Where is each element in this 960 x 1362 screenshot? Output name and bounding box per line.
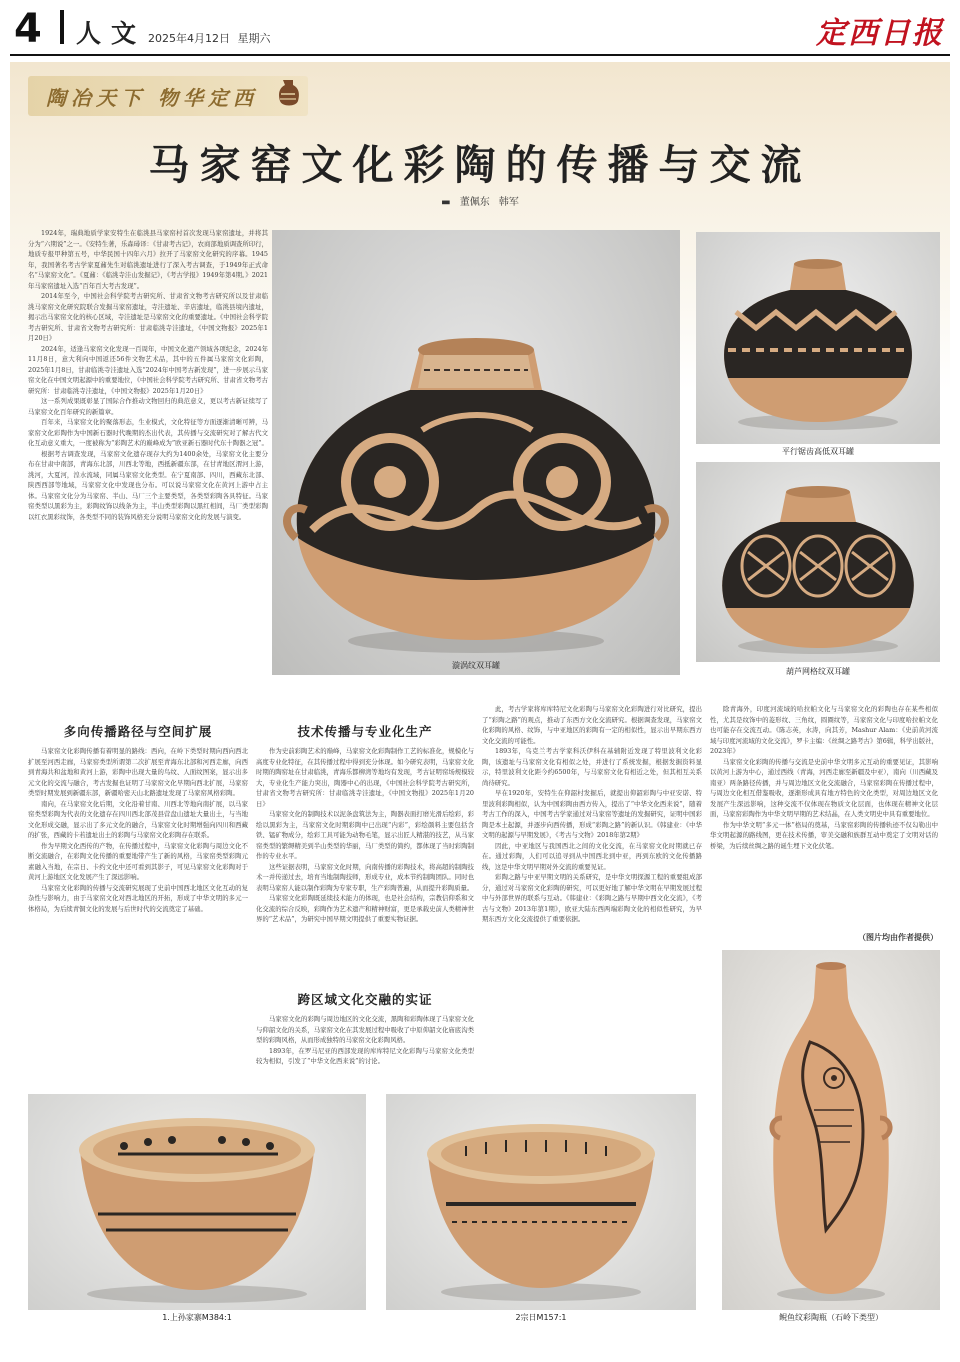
caption-flat-jar: 平行锯齿高低双耳罐 [782,447,854,456]
paragraph: 南向，在马家窑文化后期，文化沿着甘南、川西北等地向南扩展，以马家窑类型彩陶为代表的文化遗存在四川西北部茂县营盘山遗址大量出土，与当地文化形成交融，显示出了多元文化的融合，马家窑文化时期增强向四川和西藏的扩张，西藏的卡若遗址出土的彩陶与马家窑文化彩陶存在联系。 [28,799,248,839]
photo-fish-bottle [722,950,940,1322]
paragraph: 马家窑文化彩陶的传播与交流研究展现了史前中国西北地区文化互动的复杂性与影响力，由于马家窑文化对西北地区的开拓，形成了中华文明的多元一体格局，为后续青铜文化的发展与后世时代的交流奠定了基础。 [28,883,248,913]
intro-text [28,228,268,660]
photo-credit: （图片均由作者提供） [858,932,938,942]
page-number: 4 [14,6,42,52]
page-header [0,0,960,56]
paragraph: 因此，中亚地区与我国西北之间的文化交流，在马家窑文化时期就已存在。通过彩陶，人们可以追寻到从中国西北到中亚，再到东欧的文化传播路线，这是中华文明早期对外交流的重要见证。 [482,841,702,871]
paragraph: 这些证据表明，马家窑文化时期，向南传播的彩陶技术，将高超的制陶技术一并传递过去，培育当地制陶技师，形成专业，成本节约制陶团队。同时也表明马家窑人能以制作彩陶为专家专职，生产彩陶普遍，从而提升彩陶质量。 [256,862,474,892]
column-three-text [482,704,702,1078]
section-text-exchange [256,1014,474,1078]
vortex-jar-illustration [272,230,680,675]
paragraph: 早在1920年，安特生在仰韶村发掘后，就提出仰韶彩陶与中亚安诺、特里波利彩陶相似，认为中国彩陶由西方传入，提出了“中华文化西来说”，随着考古工作的深入，中国考古学家通过对马家窑等遗址的发掘研究，证明中国彩陶是本土起源，并逐步向西传播，形成“彩陶之路”的新认识。《韩建业：《中华文明的起源与早期发展》，《考古与文物》2018年第2期》 [482,789,702,839]
paragraph: 这一系列成果既彰显了国际合作推动文物回归的典范意义，更以考古新证续写了马家窑文化百年研究的新篇章。 [28,397,268,416]
paragraph: 作为史前彩陶艺术的巅峰，马家窑文化彩陶制作工艺的标准化，规模化与高度专业化特征，在其传播过程中得到充分体现。如今研究表明，马家窑文化时期的陶窑址在甘肃临洮，青海乐都柳湾等地均有发现，考古证明窑场规模较大，专业化生产能力突出，陶器中心的出现，《中国社会科学院考古研究所，甘肃省文物考古研究所：甘肃临洮寺洼遗址，《中国文物报》2025年1月20日》 [256,747,474,808]
column-title: 陶冶天下 物华定西 [46,86,258,110]
paragraph: 1924年，瑞典地质学家安特生在临洮县马家窑村首次发现马家窑遗址，并将其分为“六期说”之一。《安特生著，乐森璕译：《甘肃考古记》，农商部地质调查所印行，地质专报甲种第五号，中华民国十四年六月》拉开了马家窑文化研究的序幕。1945年，我国著名考古学家夏鼐先生对临洮遗址进行了深入考古调查，于1949年正式命名“马家窑文化”。《夏鼐：《临洮寺洼山发掘记》，《考古学报》1949年第4期。》2021年马家窑遗址入选“百年百大考古发现”。 [28,229,268,290]
pot-emblem-icon [276,76,300,112]
paragraph: 马家窑文化彩陶既延续技术能力的体现，也是社会结构，宗教信仰系和文化交流的综合反映，彩陶作为艺术遗产和精神财富，更是承载史前人类精神世界的“艺术品”，为研究中国早期文明提供了重要实物证据。 [256,894,474,923]
dance-basin-illustration [28,1094,366,1310]
caption-dance-basin: 1.上孙家寨M384:1 [162,1313,232,1322]
issue-date: 2025年4月12日 星期六 [148,32,271,45]
zongri-basin-illustration [386,1094,696,1310]
paragraph: 2024年，适逢马家窑文化发现一百周年，中国文化遗产领域各项纪念，2024年11月8日，意大利向中国返还56件文物艺术品，其中的五件属马家窑文化彩陶，2025年1月8日，甘肃临洮寺洼遗址入选“2024年中国考古新发现”，进一步展示马家窑文化在中国文明起源中的重要地位，《中国社会科学院考古研究所、甘肃省文物考古研究所：甘肃临洮寺洼遗址，《中国文物报》2025年1月20日》 [28,344,268,395]
photo-vortex-jar [272,230,680,675]
paragraph: 马家窑文化的制陶技术以泥条盘筑法为主，陶器表面打磨光滑后绘彩，彩绘以黑彩为主，马家窑文化时期彩陶中已出现“内彩”，彩绘颜料主要包括含铁、锰矿物成分，绘彩工具可能为动物毛笔，显示出匠人精湛的技艺，从马家窑类型的繁缛精美到半山类型的华丽，马厂类型的简约，都体现了当时彩陶制作的专业水平。 [256,810,474,860]
byline: ▬ 董佩东 韩军 [441,197,519,208]
photo-gourd-jar [696,462,940,676]
paragraph: 马家窑文化的彩陶与周边地区的文化交流，黑陶和彩陶体现了马家窑文化与仰韶文化的关系，马家窑文化在其发展过程中吸收了中原仰韶文化庙底沟类型的彩陶风格，从而形成独特的马家窑文化彩陶风格。 [256,1015,474,1044]
section-name: 人文 [76,19,147,48]
flat-jar-illustration [696,232,940,444]
paragraph: 根据考古调查发现，马家窑文化遗存现存大约为1400余处，马家窑文化主要分布在甘肃中南部，青海东北部，川西北等地，西抵新疆东部，在甘青地区渭河上游，洮河，大夏河，湟水流域，同属马家窑文化类型。在宁夏南部、四川，西藏东北部、陕西西部等地域，马家窑文化中发现也分布。可以说马家窑文化在黄河上游中占主体。马家窑文化分为马家窑、半山、马厂三个主要类型，各类型彩陶各具特征。马家窑类型以黑彩为主，彩陶纹饰以线条为主，半山类型彩陶以黑红相间，马厂类型彩陶以红衣黑彩纹饰，各类型不同的装饰风格充分说明马家窑文化的发展与演变。 [28,449,268,521]
caption-gourd-jar: 葫芦网格纹双耳罐 [786,667,850,676]
gourd-jar-illustration [696,462,940,662]
section-heading-technique: 技术传播与专业化生产 [297,724,433,739]
photo-zongri-basin [386,1094,696,1322]
paragraph: 马家窑文化彩陶的传播与交流是史前中华文明多元互动的重要见证，其影响以黄河上游为中心，通过西线（青海，河西走廊至新疆及中亚），南向（川西藏及南亚）两条路径传播，并与周边地区文化交流融合，马家窑彩陶在传播过程中，与周边文化相互借鉴吸收，逐渐形成具有地方特色的文化类型，对周边地区文化发展产生深远影响，这种交流不仅体现在物质文化层面，也体现在精神文化层面，马家窑彩陶作为中华文明早期的艺术结晶，在人类文明史中具有重要地位。 [710,757,938,818]
paragraph: 百年来，马家窑文化的聚落形态，生业模式，文化特征等方面逐渐清晰可辨，马家窑文化彩陶作为中国新石器时代晚期的杰出代表，其传播与交流研究对了解古代文化互动意义重大，一度被称为“彩陶艺术的巅峰成为”欧亚新石器时代东十陶器之冠”。 [28,418,268,447]
paragraph: 作为早期文化西传的产物，在传播过程中，马家窑文化彩陶与周边文化不断交流融合，在彩陶文化传播的重要地带产生了新的风格，马家窑类型彩陶元素融入当地，在宗日、卡约文化中还可看到其影子，可见马家窑文化彩陶对于黄河上游地区文化发展产生了深远影响。 [28,841,248,881]
headline: 马家窑文化彩陶的传播与交流 [148,141,812,189]
header-divider [60,10,64,44]
paragraph: 此，考古学家将库库特尼文化彩陶与马家窑文化彩陶进行对比研究，提出了“彩陶之路”的观点，推动了东西方文化交流研究。根据调查发现，马家窑文化彩陶的风格、纹饰，与中亚地区的彩陶有一定的相似性，显示出早期东西方文化交流的可能性。 [482,705,702,745]
masthead-logo: 定西日报 [816,16,944,51]
photo-flat-jar [696,232,940,456]
paragraph: 1893年，乌克兰考古学家科沃伊科在基辅附近发现了特里波利文化彩陶，该遗址与马家窑文化有相似之处，并进行了系统发掘，根据发掘资料显示，特里波利文化距今约6500年，与马家窑文化有相近之处，但其相互关系尚待研究。 [482,747,702,787]
author-names: 董佩东 韩军 [459,197,519,208]
fish-bottle-illustration [722,950,940,1310]
section-heading-spread: 多向传播路径与空间扩展 [63,724,213,739]
paragraph: 除青海外，印度河流域的哈拉帕文化与马家窑文化的彩陶也存在某些相似性，尤其是纹饰中的菱形纹、三角纹，圆圈纹等，马家窑文化与印度哈拉帕文化也可能存在交流互动。《陈志英，水涛，向其芳，Mashur Alam：《史前黄河流域与印度河流域的文化交流》，罗卡主编：《丝绸之路考古》第6辑，科学出版社，2023年》 [710,705,938,755]
caption-fish-bottle: 鲵鱼纹彩陶瓶（石岭下类型） [779,1313,883,1322]
header-rule [10,54,950,56]
column-four-text [710,704,938,924]
photo-dance-basin [28,1094,366,1322]
section-text-technique [256,746,474,976]
paragraph: 马家窑文化彩陶传播有着明显的路线：西向，在岭下类型时期向西向西北扩展至河西走廊，马家窑类型所谓第二次扩展至青海东北部和河西走廊，向西到青海共和盆地和黄河上游，彩陶中出现大量的鸟纹、人面纹图案，显示出多元文化的交流与融合，考古发掘也证明了马家窑文化早期向西北扩展，马家窑类型时期发展到新疆东部，新疆哈密天山北路遗址发现了马家窑风格彩陶。 [28,747,248,797]
paragraph: 彩陶之路与中亚早期文明的关系研究，是中华文明探源工程的重要组成部分，通过对马家窑文化彩陶的研究，可以更好地了解中华文明在早期发展过程中与外部世界的联系与互动。《韩建业：《彩陶之路与早期中西文化交流》，《考古与文物》2013年第1期》，欧亚大陆东西两端彩陶文化的相似性研究，为早期东西方文化交流提供了重要依据。 [482,873,702,923]
section-heading-exchange: 跨区域文化交融的实证 [297,992,433,1007]
paragraph: 2014年至今，中国社会科学院考古研究所、甘肃省文物考古研究所以及甘肃临洮马家窑文化研究院联合发掘马家窑遗址，寺洼遗址、辛店遗址，临洮县境内遗址，揭示出马家窑文化的核心区域，寺洼遗址是马家窑文化的重要遗址。《中国社会科学院考古研究所、甘肃省文物考古研究所：甘肃临洮寺洼遗址，《中国文物报》2025年1月20日》 [28,292,268,342]
paragraph: 作为中华文明“多元一体”格局的奠基，马家窑彩陶的传播轨迹不仅勾勒出中华文明起源的路线图，更在技术传播，审美交融和族群互动中奠定了文明对话的桥梁，为后续丝绸之路的诞生埋下文化伏笔。 [710,820,938,850]
paragraph: 1893年，在罗马尼亚的西部发现的库库特尼文化彩陶与马家窑文化类型较为相似，引发了“中华文化西来说”的讨论。 [256,1046,474,1065]
section-text-spread [28,746,248,1078]
caption-zongri-basin: 2宗日M157:1 [515,1313,567,1322]
caption-vortex-jar: 漩涡纹双耳罐 [452,661,500,670]
